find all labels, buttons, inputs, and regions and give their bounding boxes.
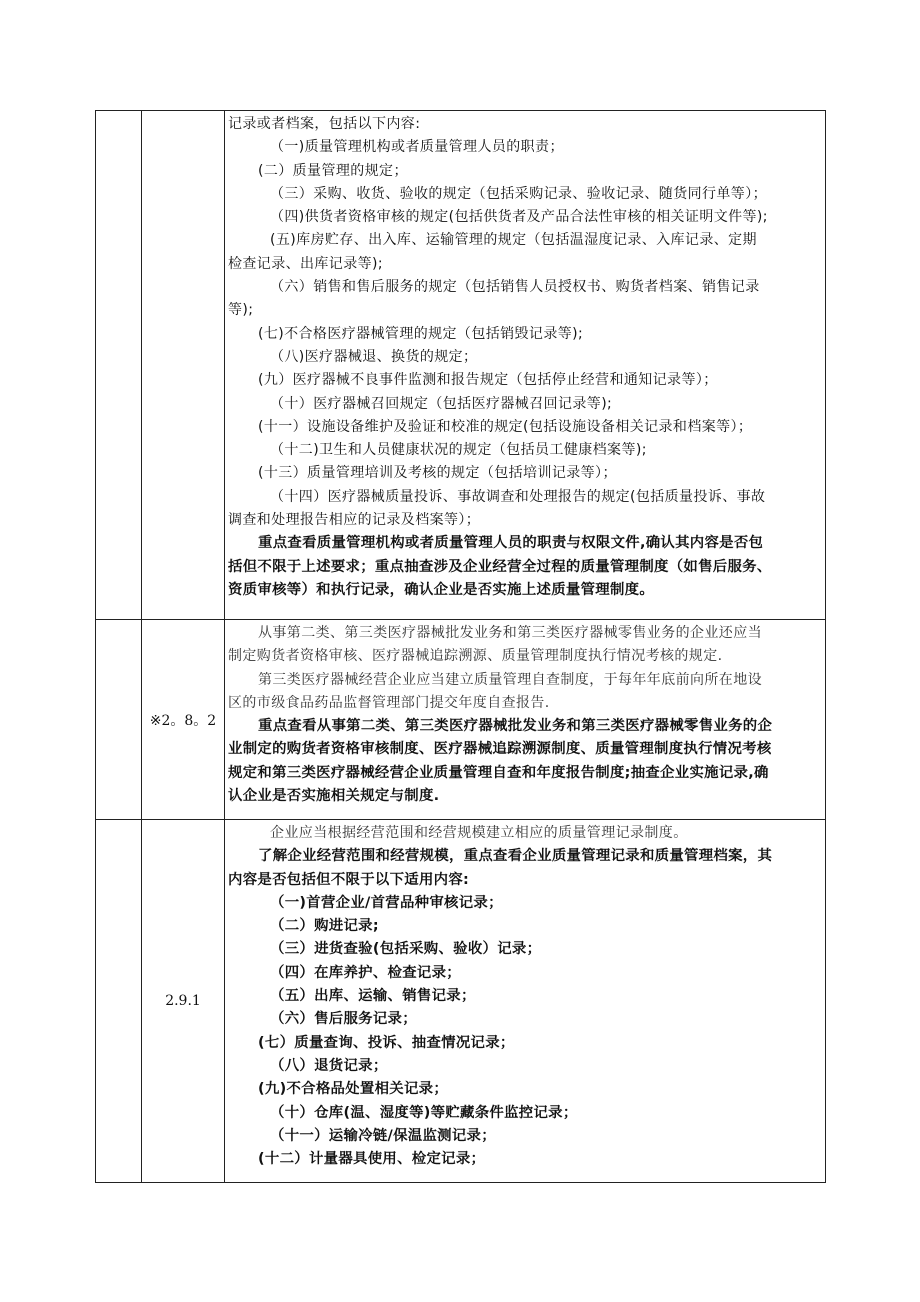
text-line: （八)医疗器械退、换货的规定；	[270, 348, 478, 365]
text-line: 调查和处理报告相应的记录及档案等）；	[228, 512, 481, 529]
table-row	[96, 820, 826, 1183]
text-line-bold: （二）购进记录;	[270, 918, 379, 935]
text-line-bold: （十一）运输冷链/保温监测记录；	[270, 1127, 496, 1144]
text-line-bold: 重点查看从事第二类、第三类医疗器械批发业务和第三类医疗器械零售业务的企	[258, 718, 773, 735]
content-cell	[225, 111, 826, 620]
text-line: 记录或者档案，包括以下内容:	[228, 116, 421, 132]
text-line-bold: （一)首营企业/首营品种审核记录；	[270, 894, 503, 911]
blank-cell	[96, 620, 142, 820]
text-line-bold: 资质审核等）和执行记录，确认企业是否实施上述质量管理制度。	[228, 581, 655, 598]
blank-cell	[96, 820, 142, 1183]
blank-cell	[96, 111, 142, 620]
inspection-table	[95, 110, 826, 1183]
text-line: （一)质量管理机构或者质量管理人员的职责；	[270, 139, 564, 156]
text-line-bold: （五）出库、运输、销售记录；	[270, 988, 476, 1005]
table-row	[96, 111, 826, 620]
text-line-bold: (九)不合格品处置相关记录；	[258, 1081, 449, 1098]
table-row	[96, 620, 826, 820]
text-line: （六）销售和售后服务的规定（包括销售人员授权书、购货者档案、销售记录	[270, 279, 760, 296]
text-line: (七)不合格医疗器械管理的规定（包括销毁记录等);	[258, 325, 584, 342]
text-line: 检查记录、出库记录等);	[228, 255, 383, 272]
content-cell	[225, 820, 826, 1183]
text-line-bold: (十二）计量器具使用、检定记录；	[258, 1151, 486, 1168]
text-line: （四)供货者资格审核的规定(包括供货者及产品合法性审核的相关证明文件等);	[270, 209, 768, 226]
item-code-cell: 2.9.1	[142, 820, 225, 1183]
text-line: （十四）医疗器械质量投诉、事故调查和处理报告的规定(包括质量投诉、事故	[270, 488, 766, 505]
content-cell	[225, 620, 826, 820]
text-line-bold: （三）进货查验(包括采购、验收）记录；	[270, 941, 542, 958]
text-line-bold: （六）售后服务记录；	[270, 1011, 417, 1028]
text-line: （三）采购、收货、验收的规定（包括采购记录、验收记录、随货同行单等）；	[270, 185, 767, 202]
text-line-bold: 认企业是否实施相关规定与制度.	[228, 788, 440, 805]
item-code-cell: ※2。8。2	[142, 620, 225, 820]
text-line: (五)库房贮存、出入库、运输管理的规定（包括温湿度记录、入库记录、定期	[270, 232, 757, 249]
text-line: 区的市级食品药品监督管理部门提交年度自查报告.	[228, 694, 550, 711]
item-code-cell	[142, 111, 225, 620]
text-line-bold: 业制定的购货者资格审核制度、医疗器械追踪溯源制度、质量管理制度执行情况考核	[228, 741, 772, 758]
text-line-bold: 了解企业经营范围和经营规模，重点查看企业质量管理记录和质量管理档案，其	[258, 848, 773, 865]
text-line-bold: 重点查看质量管理机构或者质量管理人员的职责与权限文件,确认其内容是否包	[258, 535, 764, 552]
text-line-bold: 括但不限于上述要求；重点抽查涉及企业经营全过程的质量管理制度（如售后服务、	[228, 558, 772, 575]
text-line: (十三）质量管理培训及考核的规定（包括培训记录等）；	[258, 465, 617, 482]
text-line: 制定购货者资格审核、医疗器械追踪溯源、质量管理制度执行情况考核的规定.	[228, 648, 723, 665]
text-line-bold: 内容是否包括但不限于以下适用内容:	[228, 871, 470, 888]
text-line-bold: （四）在库养护、检查记录；	[270, 964, 461, 981]
text-line: （十）医疗器械召回规定（包括医疗器械召回记录等);	[270, 395, 613, 412]
text-line: 企业应当根据经营范围和经营规模建立相应的质量管理记录制度。	[270, 825, 688, 841]
text-line: 等);	[228, 302, 254, 319]
text-line-bold: (七）质量查询、投诉、抽查情况记录；	[258, 1034, 515, 1051]
text-line: (十一）设施设备维护及验证和校准的规定(包括设施设备相关记录和档案等）；	[258, 418, 753, 435]
text-line: (九）医疗器械不良事件监测和报告规定（包括停止经营和通知记录等）；	[258, 372, 718, 389]
text-line-bold: 规定和第三类医疗器械经营企业质量管理自查和年度报告制度;抽查企业实施记录,确	[228, 764, 769, 781]
text-line: （十二)卫生和人员健康状况的规定（包括员工健康档案等);	[270, 442, 647, 459]
text-line: 第三类医疗器械经营企业应当建立质量管理自查制度，于每年年底前向所在地设	[258, 671, 762, 688]
text-line: (二）质量管理的规定；	[258, 162, 408, 179]
text-line-bold: （八）退货记录；	[270, 1057, 388, 1074]
text-line-bold: （十）仓库(温、湿度等)等贮藏条件监控记录；	[270, 1104, 578, 1121]
text-line: 从事第二类、第三类医疗器械批发业务和第三类医疗器械零售业务的企业还应当	[258, 625, 762, 641]
